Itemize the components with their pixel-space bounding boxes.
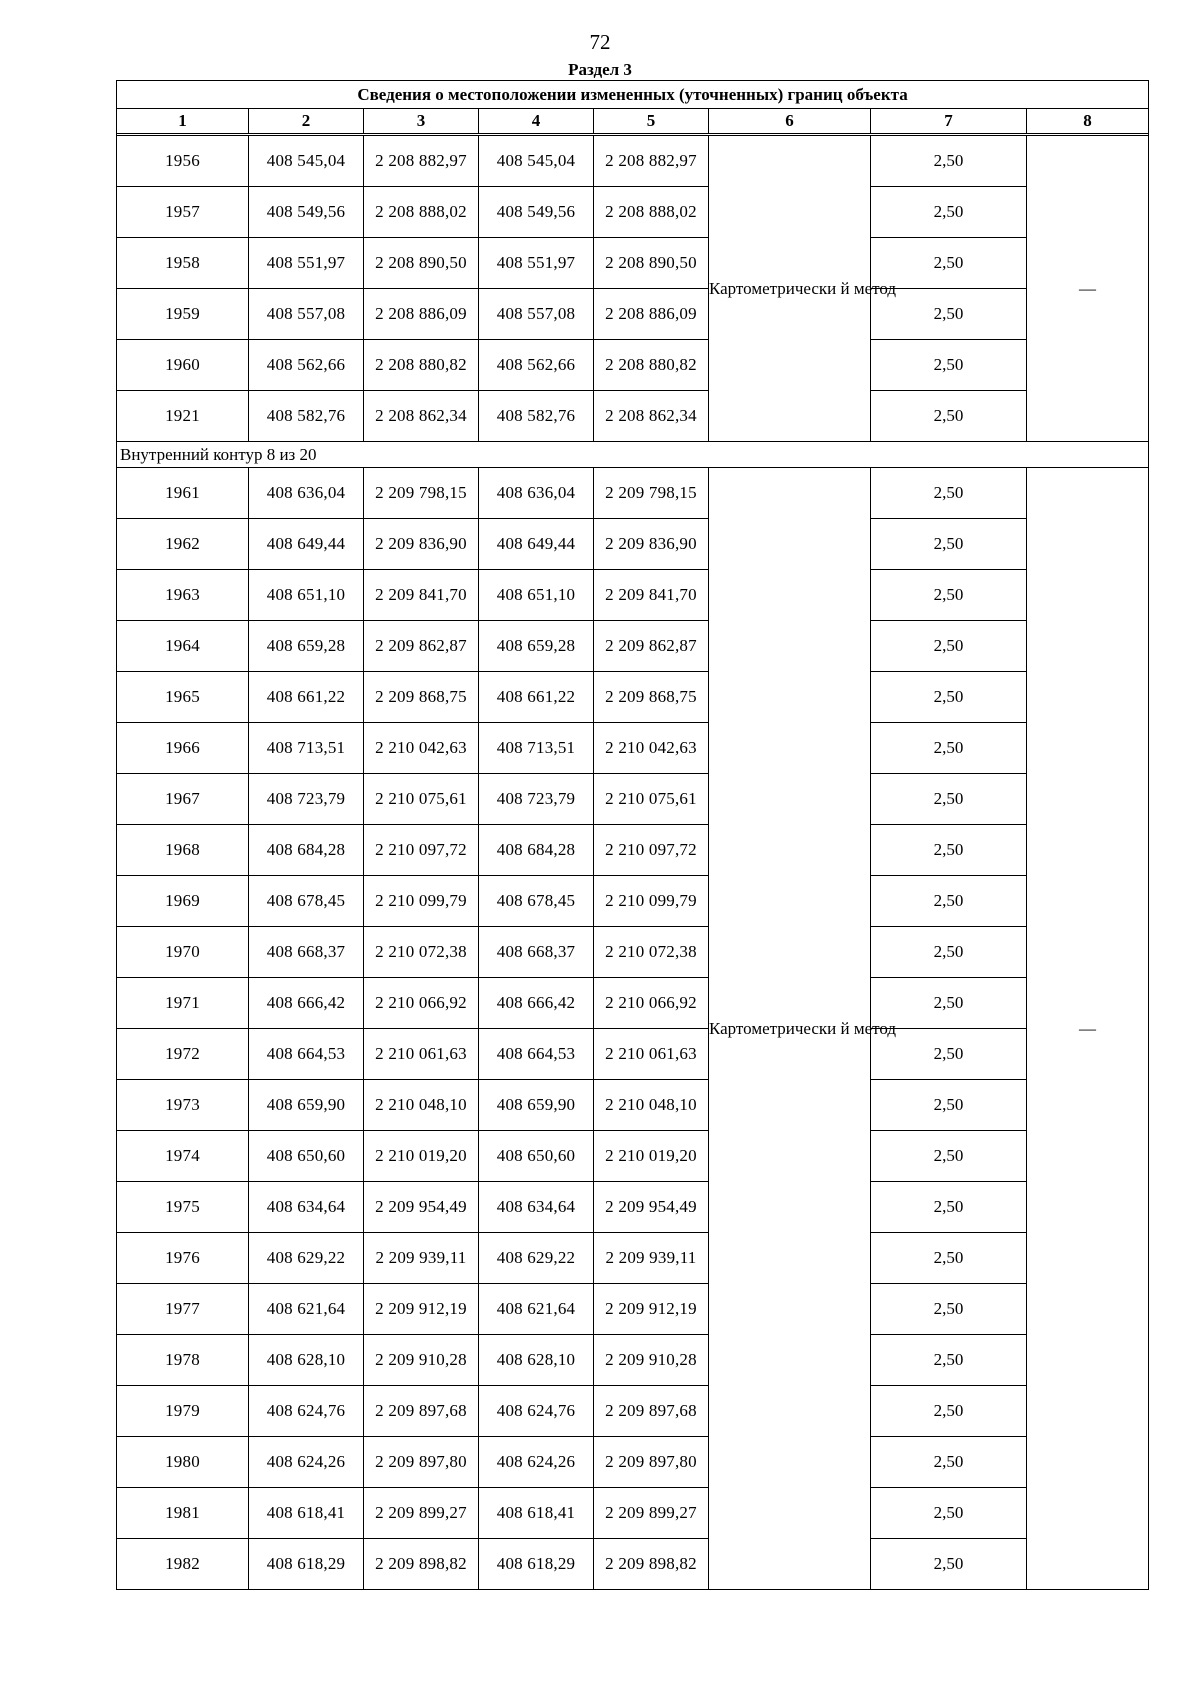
table-row [117,723,1149,774]
x-coordinate: 408 628,10 [249,1335,364,1386]
accuracy-value: 2,50 [871,621,1027,672]
accuracy-value: 2,50 [871,1029,1027,1080]
x-coordinate: 408 651,10 [249,570,364,621]
point-number: 1965 [117,672,249,723]
x-coordinate: 408 624,76 [249,1386,364,1437]
section-title: Раздел 3 [568,60,632,79]
x-coordinate: 408 661,22 [479,672,594,723]
table-row [117,289,1149,340]
y-coordinate: 2 209 939,11 [594,1233,709,1284]
y-coordinate: 2 209 910,28 [594,1335,709,1386]
x-coordinate: 408 551,97 [249,238,364,289]
point-number: 1980 [117,1437,249,1488]
accuracy-value: 2,50 [871,187,1027,238]
table-row [117,774,1149,825]
x-coordinate: 408 668,37 [249,927,364,978]
accuracy-value: 2,50 [871,672,1027,723]
y-coordinate: 2 210 099,79 [594,876,709,927]
accuracy-value: 2,50 [871,289,1027,340]
table-row [117,187,1149,238]
table-row [117,621,1149,672]
table-row [117,570,1149,621]
y-coordinate: 2 208 882,97 [594,136,709,187]
x-coordinate: 408 562,66 [479,340,594,391]
boundary-table [116,80,1149,1590]
table-row [117,876,1149,927]
x-coordinate: 408 557,08 [249,289,364,340]
y-coordinate: 2 209 912,19 [594,1284,709,1335]
table-row [117,1437,1149,1488]
y-coordinate: 2 210 048,10 [594,1080,709,1131]
x-coordinate: 408 723,79 [249,774,364,825]
point-number: 1957 [117,187,249,238]
column-number: 2 [249,109,364,134]
accuracy-value: 2,50 [871,1080,1027,1131]
table-row [117,519,1149,570]
y-coordinate: 2 210 019,20 [594,1131,709,1182]
table-row [117,1488,1149,1539]
point-number: 1970 [117,927,249,978]
y-coordinate: 2 209 868,75 [364,672,479,723]
accuracy-value: 2,50 [871,1131,1027,1182]
y-coordinate: 2 209 841,70 [594,570,709,621]
accuracy-value: 2,50 [871,1233,1027,1284]
point-number: 1963 [117,570,249,621]
x-coordinate: 408 618,29 [479,1539,594,1590]
x-coordinate: 408 659,90 [479,1080,594,1131]
column-number-row [117,109,1149,134]
column-number: 5 [594,109,709,134]
page-number: 72 [589,30,611,54]
point-number: 1972 [117,1029,249,1080]
column-number: 6 [709,109,871,134]
x-coordinate: 408 551,97 [479,238,594,289]
x-coordinate: 408 636,04 [479,468,594,519]
y-coordinate: 2 209 910,28 [364,1335,479,1386]
y-coordinate: 2 210 072,38 [594,927,709,978]
x-coordinate: 408 618,41 [249,1488,364,1539]
point-number: 1976 [117,1233,249,1284]
y-coordinate: 2 209 862,87 [364,621,479,672]
x-coordinate: 408 678,45 [479,876,594,927]
table-row [117,1539,1149,1590]
x-coordinate: 408 618,41 [479,1488,594,1539]
method-cell: Картометрически й метод [709,468,871,1590]
y-coordinate: 2 209 954,49 [364,1182,479,1233]
x-coordinate: 408 659,90 [249,1080,364,1131]
y-coordinate: 2 208 886,09 [364,289,479,340]
point-number: 1962 [117,519,249,570]
table-row [117,136,1149,187]
accuracy-value: 2,50 [871,1488,1027,1539]
y-coordinate: 2 209 939,11 [364,1233,479,1284]
accuracy-value: 2,50 [871,723,1027,774]
contour-label-row [117,442,1149,468]
point-number: 1958 [117,238,249,289]
y-coordinate: 2 210 042,63 [594,723,709,774]
y-coordinate: 2 210 097,72 [364,825,479,876]
x-coordinate: 408 562,66 [249,340,364,391]
y-coordinate: 2 210 042,63 [364,723,479,774]
x-coordinate: 408 684,28 [249,825,364,876]
y-coordinate: 2 209 862,87 [594,621,709,672]
accuracy-value: 2,50 [871,1386,1027,1437]
accuracy-value: 2,50 [871,1437,1027,1488]
y-coordinate: 2 208 890,50 [364,238,479,289]
y-coordinate: 2 209 899,27 [364,1488,479,1539]
point-number: 1979 [117,1386,249,1437]
point-number: 1967 [117,774,249,825]
y-coordinate: 2 209 898,82 [594,1539,709,1590]
y-coordinate: 2 209 954,49 [594,1182,709,1233]
x-coordinate: 408 664,53 [249,1029,364,1080]
point-number: 1961 [117,468,249,519]
method-cell: Картометрически й метод [709,136,871,442]
x-coordinate: 408 661,22 [249,672,364,723]
x-coordinate: 408 678,45 [249,876,364,927]
table-row [117,1029,1149,1080]
x-coordinate: 408 621,64 [479,1284,594,1335]
accuracy-value: 2,50 [871,1182,1027,1233]
x-coordinate: 408 713,51 [249,723,364,774]
accuracy-value: 2,50 [871,825,1027,876]
y-coordinate: 2 209 836,90 [594,519,709,570]
accuracy-value: 2,50 [871,519,1027,570]
accuracy-value: 2,50 [871,468,1027,519]
y-coordinate: 2 208 880,82 [364,340,479,391]
y-coordinate: 2 208 886,09 [594,289,709,340]
x-coordinate: 408 628,10 [479,1335,594,1386]
x-coordinate: 408 723,79 [479,774,594,825]
point-number: 1966 [117,723,249,774]
point-number: 1960 [117,340,249,391]
y-coordinate: 2 209 898,82 [364,1539,479,1590]
y-coordinate: 2 210 066,92 [364,978,479,1029]
x-coordinate: 408 651,10 [479,570,594,621]
column-number: 3 [364,109,479,134]
table-body [117,134,1149,1590]
table-row [117,1080,1149,1131]
point-number: 1959 [117,289,249,340]
table-row [117,1131,1149,1182]
column-8-cell: — [1027,468,1149,1590]
x-coordinate: 408 666,42 [479,978,594,1029]
y-coordinate: 2 210 075,61 [364,774,479,825]
column-8-cell: — [1027,136,1149,442]
y-coordinate: 2 209 912,19 [364,1284,479,1335]
table-row [117,391,1149,442]
y-coordinate: 2 208 890,50 [594,238,709,289]
x-coordinate: 408 634,64 [479,1182,594,1233]
accuracy-value: 2,50 [871,927,1027,978]
table-row [117,468,1149,519]
x-coordinate: 408 618,29 [249,1539,364,1590]
x-coordinate: 408 545,04 [249,136,364,187]
column-number: 1 [117,109,249,134]
point-number: 1978 [117,1335,249,1386]
x-coordinate: 408 624,26 [249,1437,364,1488]
y-coordinate: 2 210 097,72 [594,825,709,876]
y-coordinate: 2 209 897,80 [594,1437,709,1488]
x-coordinate: 408 629,22 [479,1233,594,1284]
table-row [117,672,1149,723]
accuracy-value: 2,50 [871,1335,1027,1386]
accuracy-value: 2,50 [871,238,1027,289]
point-number: 1969 [117,876,249,927]
x-coordinate: 408 666,42 [249,978,364,1029]
x-coordinate: 408 629,22 [249,1233,364,1284]
x-coordinate: 408 659,28 [249,621,364,672]
table-row [117,1182,1149,1233]
table-row [117,825,1149,876]
x-coordinate: 408 659,28 [479,621,594,672]
column-number: 7 [871,109,1027,134]
accuracy-value: 2,50 [871,774,1027,825]
x-coordinate: 408 624,26 [479,1437,594,1488]
point-number: 1973 [117,1080,249,1131]
y-coordinate: 2 208 862,34 [594,391,709,442]
y-coordinate: 2 210 075,61 [594,774,709,825]
table-row [117,1386,1149,1437]
point-number: 1968 [117,825,249,876]
x-coordinate: 408 549,56 [479,187,594,238]
table-row [117,1284,1149,1335]
x-coordinate: 408 650,60 [249,1131,364,1182]
y-coordinate: 2 208 880,82 [594,340,709,391]
y-coordinate: 2 209 897,68 [594,1386,709,1437]
y-coordinate: 2 208 888,02 [364,187,479,238]
y-coordinate: 2 209 897,68 [364,1386,479,1437]
table-title-row [117,81,1149,109]
accuracy-value: 2,50 [871,1284,1027,1335]
accuracy-value: 2,50 [871,978,1027,1029]
x-coordinate: 408 624,76 [479,1386,594,1437]
contour-label: Внутренний контур 8 из 20 [117,442,1149,468]
table-row [117,927,1149,978]
point-number: 1921 [117,391,249,442]
y-coordinate: 2 210 019,20 [364,1131,479,1182]
accuracy-value: 2,50 [871,340,1027,391]
x-coordinate: 408 684,28 [479,825,594,876]
x-coordinate: 408 649,44 [249,519,364,570]
y-coordinate: 2 210 048,10 [364,1080,479,1131]
accuracy-value: 2,50 [871,391,1027,442]
point-number: 1974 [117,1131,249,1182]
accuracy-value: 2,50 [871,876,1027,927]
point-number: 1977 [117,1284,249,1335]
x-coordinate: 408 649,44 [479,519,594,570]
y-coordinate: 2 209 868,75 [594,672,709,723]
x-coordinate: 408 582,76 [479,391,594,442]
accuracy-value: 2,50 [871,136,1027,187]
table-title: Сведения о местоположении измененных (уточненных) границ объекта [117,81,1149,109]
y-coordinate: 2 209 836,90 [364,519,479,570]
table-row [117,1233,1149,1284]
y-coordinate: 2 208 888,02 [594,187,709,238]
table-row [117,978,1149,1029]
point-number: 1956 [117,136,249,187]
y-coordinate: 2 209 841,70 [364,570,479,621]
point-number: 1982 [117,1539,249,1590]
x-coordinate: 408 545,04 [479,136,594,187]
table-row [117,1335,1149,1386]
table-row [117,238,1149,289]
x-coordinate: 408 621,64 [249,1284,364,1335]
x-coordinate: 408 582,76 [249,391,364,442]
y-coordinate: 2 209 897,80 [364,1437,479,1488]
y-coordinate: 2 210 066,92 [594,978,709,1029]
point-number: 1981 [117,1488,249,1539]
point-number: 1971 [117,978,249,1029]
point-number: 1975 [117,1182,249,1233]
y-coordinate: 2 209 899,27 [594,1488,709,1539]
x-coordinate: 408 650,60 [479,1131,594,1182]
point-number: 1964 [117,621,249,672]
accuracy-value: 2,50 [871,570,1027,621]
y-coordinate: 2 210 099,79 [364,876,479,927]
x-coordinate: 408 668,37 [479,927,594,978]
y-coordinate: 2 208 882,97 [364,136,479,187]
y-coordinate: 2 210 061,63 [364,1029,479,1080]
x-coordinate: 408 634,64 [249,1182,364,1233]
column-number: 8 [1027,109,1149,134]
y-coordinate: 2 210 061,63 [594,1029,709,1080]
column-number: 4 [479,109,594,134]
y-coordinate: 2 209 798,15 [594,468,709,519]
accuracy-value: 2,50 [871,1539,1027,1590]
x-coordinate: 408 557,08 [479,289,594,340]
y-coordinate: 2 210 072,38 [364,927,479,978]
table-row [117,340,1149,391]
y-coordinate: 2 208 862,34 [364,391,479,442]
x-coordinate: 408 549,56 [249,187,364,238]
y-coordinate: 2 209 798,15 [364,468,479,519]
x-coordinate: 408 664,53 [479,1029,594,1080]
x-coordinate: 408 713,51 [479,723,594,774]
x-coordinate: 408 636,04 [249,468,364,519]
